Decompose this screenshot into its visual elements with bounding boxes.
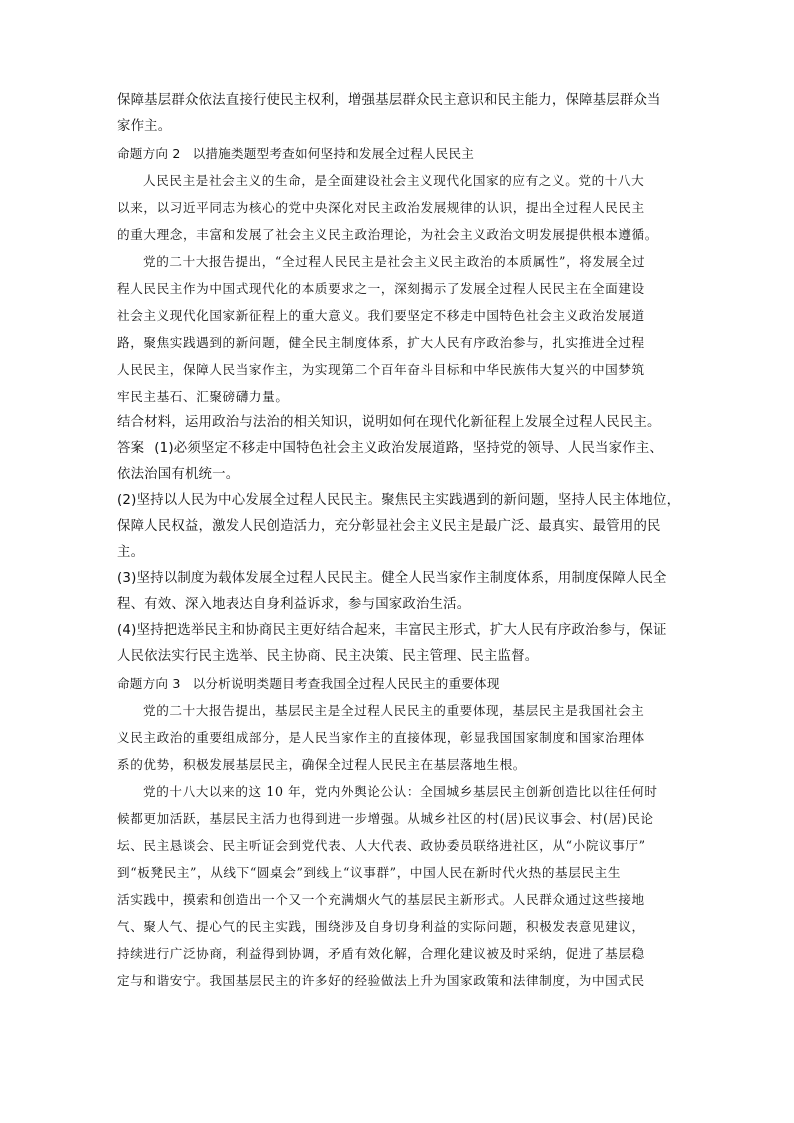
direction-title: 以措施类题型考查如何坚持和发展全过程人民民主 — [192, 146, 475, 161]
material-line: 义民主政治的重要组成部分，是人民当家作主的直接体现，彰显我国国家制度和国家治理体 — [117, 730, 645, 745]
material-line: 路，聚焦实践遇到的新问题，健全民主制度体系，扩大人民有序政治参与，扎实推进全过程 — [117, 335, 645, 350]
material-line: 牢民主基石、汇聚磅礴力量。 — [117, 389, 289, 404]
text-line: 家作主。 — [117, 119, 172, 134]
material-2-paragraph-2 — [117, 248, 681, 410]
answer-text: (1)必须坚定不移走中国特色社会主义政治发展道路，坚持党的领导、人民当家作主、 — [154, 441, 664, 456]
material-line: 社会主义现代化国家新征程上的重大意义。我们要坚定不移走中国特色社会主义政治发展道 — [117, 308, 645, 323]
material-3-paragraph-1 — [117, 697, 681, 778]
material-line: 人民民主是社会主义的生命，是全面建设社会主义现代化国家的应有之义。党的十八大 — [143, 173, 645, 188]
material-line: 到“板凳民主”，从线下“圆桌会”到线上“议事群”，中国人民在新时代火热的基层民主生 — [117, 865, 622, 880]
answer-line: 保障人民权益，激发人民创造活力，充分彰显社会主义民主是最广泛、最真实、最管用的民 — [117, 519, 661, 534]
direction-2-heading — [117, 140, 681, 167]
question-text: 结合材料，运用政治与法治的相关知识，说明如何在现代化新征程上发展全过程人民民主。 — [117, 415, 661, 430]
material-line: 活实践中，摸索和创造出一个又一个充满烟火气的基层民主新形式。人民群众通过这些接地 — [117, 892, 645, 907]
material-line: 党的二十大报告提出，“全过程人民民主是社会主义民主政治的本质属性”，将发展全过 — [143, 254, 646, 269]
material-line: 党的二十大报告提出，基层民主是全过程人民民主的重要体现，基层民主是我国社会主 — [143, 703, 645, 718]
answer-block — [117, 436, 681, 670]
answer-line: 程、有效、深入地表达自身利益诉求，参与国家政治生活。 — [117, 597, 471, 612]
answer-line: (3)坚持以制度为载体发展全过程人民民主。健全人民当家作主制度体系，用制度保障人民全 — [117, 571, 667, 586]
material-line: 候都更加活跃，基层民主活力也得到进一步增强。从城乡社区的村(居)民议事会、村(居)民论 — [117, 811, 654, 826]
answer-line — [117, 436, 681, 462]
material-line: 人民民主，保障人民当家作主，为实现第二个百年奋斗目标和中华民族伟大复兴的中国梦筑 — [117, 362, 645, 377]
direction-title: 以分析说明类题目考查我国全过程人民民主的重要体现 — [192, 676, 500, 691]
direction-3-heading — [117, 670, 681, 697]
answer-line: (2)坚持以人民为中心发展全过程人民民主。聚焦民主实践遇到的新问题，坚持人民主体地位， — [117, 493, 681, 508]
material-line: 持续进行广泛协商，利益得到协调，矛盾有效化解，合理化建议被及时采纳，促进了基层稳 — [117, 946, 645, 961]
document-page — [117, 88, 681, 994]
material-line: 气、聚人气、提心气的民主实践，围绕涉及自身切身利益的实际问题，积极发表意见建议， — [117, 919, 645, 934]
material-line: 坛、民主恳谈会、民主听证会到党代表、人大代表、政协委员联络进社区，从“小院议事厅” — [117, 838, 646, 853]
material-line: 程人民民主作为中国式现代化的本质要求之一，深刻揭示了发展全过程人民民主在全面建设 — [117, 281, 645, 296]
direction-label: 命题方向 3 — [117, 676, 181, 691]
material-2-paragraph-1 — [117, 167, 681, 248]
material-line: 系的优势，积极发展基层民主，确保全过程人民民主在基层落地生根。 — [117, 757, 527, 772]
material-line: 以来，以习近平同志为核心的党中央深化对民主政治发展规律的认识，提出全过程人民民主 — [117, 200, 645, 215]
answer-line: 主。 — [117, 545, 145, 560]
material-line: 党的十八大以来的这 10 年，党内外舆论公认：全国城乡基层民主创新创造比以往任何时 — [143, 784, 658, 799]
material-line: 的重大理念，丰富和发展了社会主义民主政治理论，为社会主义政治文明发展提供根本遵循。 — [117, 227, 658, 242]
direction-label: 命题方向 2 — [117, 146, 181, 161]
answer-line: 依法治国有机统一。 — [117, 467, 240, 482]
material-line: 定与和谐安宁。我国基层民主的许多好的经验做法上升为国家政策和法律制度，为中国式民 — [117, 973, 645, 988]
answer-line: (4)坚持把选举民主和协商民主更好结合起来，丰富民主形式，扩大人民有序政治参与，保证 — [117, 623, 667, 638]
answer-label: 答案 — [117, 441, 145, 456]
material-3-paragraph-2 — [117, 778, 681, 994]
text-line: 保障基层群众依法直接行使民主权利，增强基层群众民主意识和民主能力，保障基层群众当 — [117, 93, 661, 108]
answer-line: 人民依法实行民主选举、民主协商、民主决策、民主管理、民主监督。 — [117, 649, 539, 664]
intro-paragraph — [117, 88, 681, 140]
